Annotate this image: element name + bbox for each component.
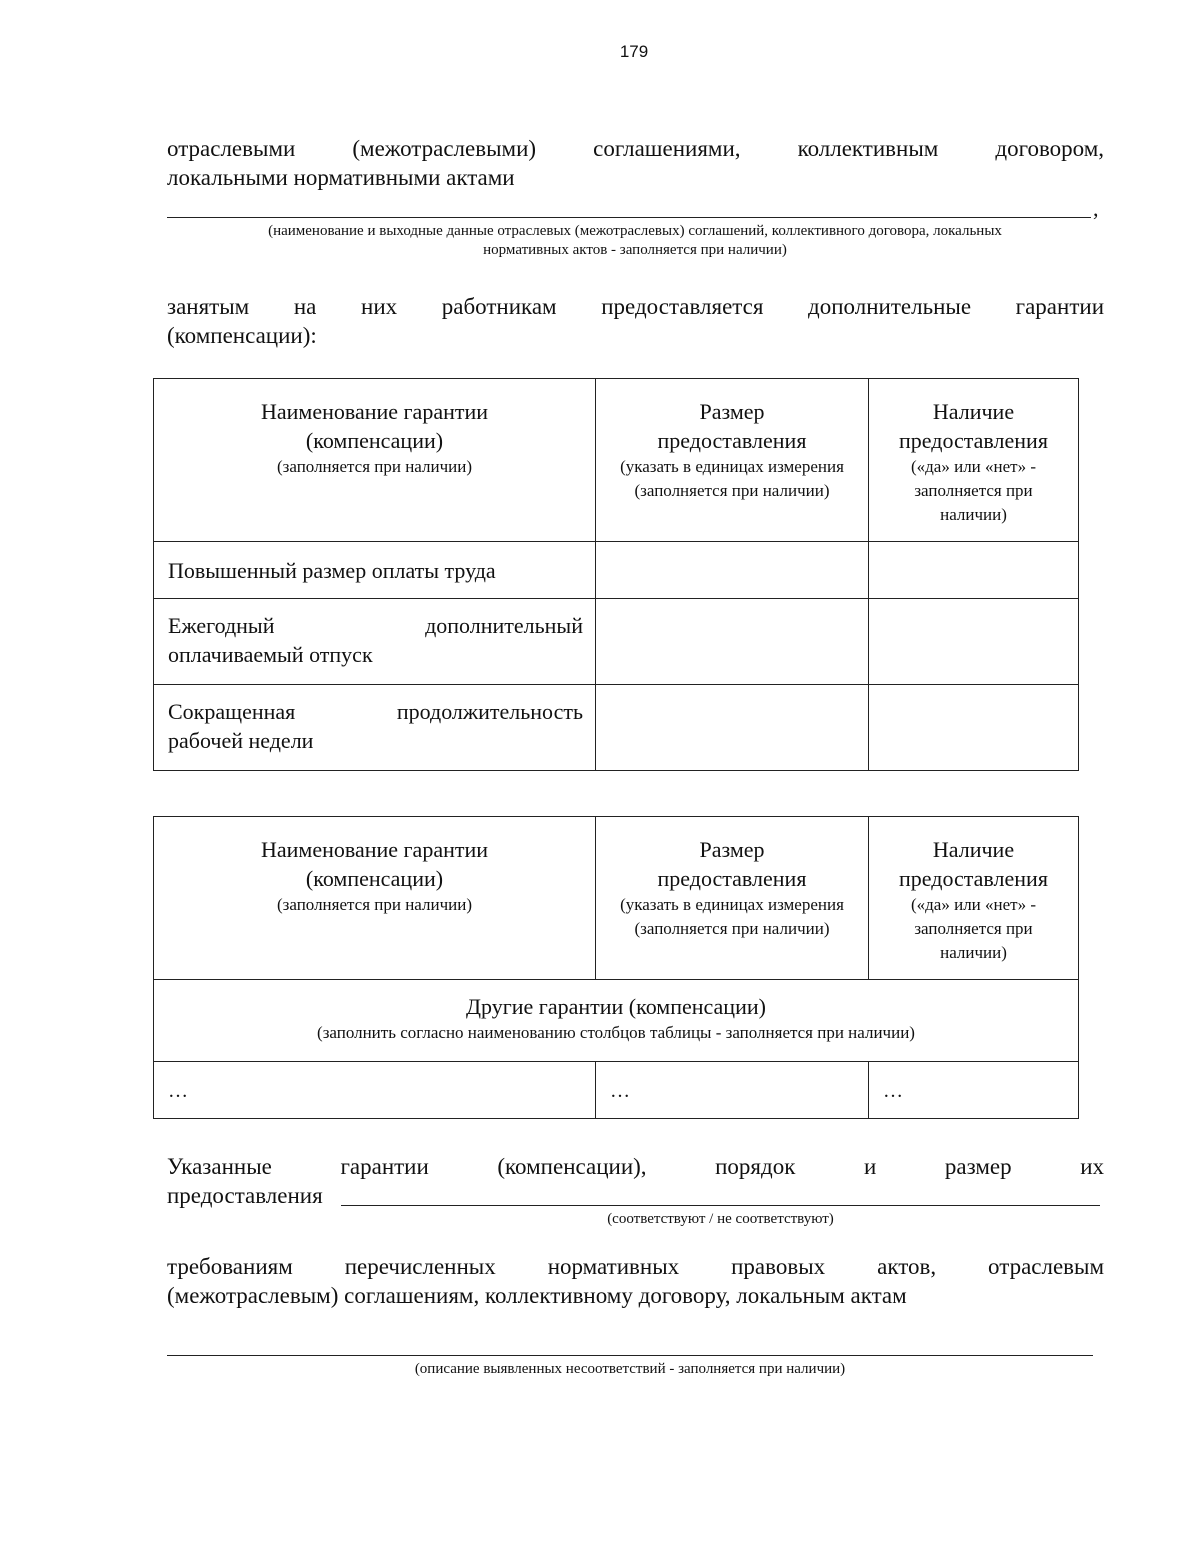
discrepancies-fill-line[interactable]: [167, 1355, 1093, 1356]
header-guarantee-name: [154, 817, 596, 980]
table-row: [154, 1062, 1079, 1119]
requirements-line-1: [167, 1252, 1104, 1281]
word: гарантии: [340, 1154, 429, 1179]
section-row: [154, 980, 1079, 1062]
header-title: Наименование гарантии: [260, 837, 489, 862]
conformity-fill-line[interactable]: [341, 1205, 1100, 1206]
header-title: Наименование гарантии: [260, 399, 489, 424]
section-note: (заполнить согласно наименованию столбцов таблицы - заполняется при наличии): [317, 1023, 915, 1042]
other-guarantees-table: [153, 816, 1079, 1119]
caption-line: (наименование и выходные данные отраслевых (межотраслевых) соглашений, коллективного договора, локальных: [268, 223, 1002, 239]
ellipsis: …: [610, 1080, 632, 1102]
size-input-cell[interactable]: [596, 685, 869, 771]
conformity-caption: (соответствуют / не соответствуют): [607, 1211, 834, 1227]
word: договором,: [995, 136, 1105, 161]
header-note: (указать в единицах измерения (заполняется при наличии): [620, 895, 844, 938]
guarantees-table: [153, 378, 1079, 771]
discrepancies-caption: (описание выявленных несоответствий - заполняется при наличии): [414, 1361, 846, 1377]
table-header-row: [154, 817, 1079, 980]
requirements-paragraph: [167, 1252, 1104, 1310]
requirements-line-2: (межотраслевым) соглашениям, коллективному договору, локальным актам: [167, 1283, 907, 1308]
lead-in-line-2: (компенсации):: [167, 323, 317, 348]
conformity-line-2: предоставления: [167, 1183, 323, 1208]
guarantee-name-line: Сокращенная продолжительность: [168, 699, 583, 724]
intro-line-2: локальными нормативными актами: [167, 165, 515, 190]
agreements-fill-line[interactable]: [167, 217, 1091, 218]
word: отраслевыми: [167, 136, 296, 161]
word: (компенсации),: [497, 1154, 647, 1179]
table-header-row: [154, 379, 1079, 542]
guarantee-name-cell: [154, 542, 596, 599]
word: коллективным: [797, 136, 939, 161]
word: нормативных: [547, 1254, 680, 1279]
availability-input-cell[interactable]: [869, 685, 1079, 771]
word: размер: [944, 1154, 1012, 1179]
header-size: [596, 379, 869, 542]
word: их: [1080, 1154, 1105, 1179]
word: порядок: [715, 1154, 796, 1179]
ellipsis: …: [168, 1080, 190, 1102]
header-note: (заполняется при наличии): [277, 895, 472, 914]
table-row: [154, 542, 1079, 599]
placeholder-cell[interactable]: [596, 1062, 869, 1119]
availability-input-cell[interactable]: [869, 542, 1079, 599]
word: и: [863, 1154, 877, 1179]
placeholder-cell[interactable]: [869, 1062, 1079, 1119]
header-note: («да» или «нет» - заполняется при наличии): [910, 895, 1037, 962]
guarantee-name-line: Ежегодный дополнительный: [168, 613, 583, 638]
lead-in-paragraph: [167, 292, 1104, 350]
header-title: Наличие: [932, 837, 1015, 862]
header-title: (компенсации): [305, 428, 444, 453]
word: Указанные: [167, 1154, 272, 1179]
word: правовых: [731, 1254, 826, 1279]
placeholder-cell[interactable]: [154, 1062, 596, 1119]
header-note: («да» или «нет» - заполняется при наличии): [910, 457, 1037, 524]
table-row: [154, 685, 1079, 771]
word: актов,: [877, 1254, 937, 1279]
header-note: (заполняется при наличии): [277, 457, 472, 476]
word: соглашениями,: [593, 136, 741, 161]
intro-paragraph: [167, 134, 1104, 192]
conformity-line-1: [167, 1152, 1104, 1181]
word: требованиям: [167, 1254, 293, 1279]
header-title: предоставления: [899, 866, 1048, 891]
caption-line: нормативных актов - заполняется при наличии): [483, 242, 787, 258]
header-title: Наличие: [932, 399, 1015, 424]
table-row: [154, 599, 1079, 685]
agreements-caption: [160, 222, 1110, 260]
word: отраслевым: [988, 1254, 1105, 1279]
header-title: предоставления: [657, 866, 807, 891]
guarantee-name-cell: [154, 599, 596, 685]
header-note: (указать в единицах измерения (заполняется при наличии): [620, 457, 844, 500]
guarantee-name-line: рабочей недели: [168, 728, 314, 753]
word: перечисленных: [344, 1254, 496, 1279]
other-guarantees-section: [154, 980, 1079, 1062]
lead-in-line-1: занятым на них работникам предоставляется дополнительные гарантии: [167, 294, 1104, 319]
guarantee-name-cell: [154, 685, 596, 771]
ellipsis: …: [883, 1080, 905, 1102]
intro-line-1: [167, 134, 1104, 163]
header-title: Размер: [699, 837, 765, 862]
header-availability: [869, 379, 1079, 542]
word: (межотраслевыми): [352, 136, 537, 161]
conformity-paragraph: [167, 1152, 1104, 1210]
size-input-cell[interactable]: [596, 542, 869, 599]
header-guarantee-name: [154, 379, 596, 542]
header-title: (компенсации): [305, 866, 444, 891]
header-title: предоставления: [899, 428, 1048, 453]
guarantee-name: Повышенный размер оплаты труда: [168, 558, 496, 583]
guarantee-name-line: оплачиваемый отпуск: [168, 642, 373, 667]
header-size: [596, 817, 869, 980]
fill-comma: ,: [1093, 196, 1099, 221]
header-title: предоставления: [657, 428, 807, 453]
section-title: Другие гарантии (компенсации): [466, 994, 766, 1019]
header-title: Размер: [699, 399, 765, 424]
size-input-cell[interactable]: [596, 599, 869, 685]
page-number: 179: [619, 42, 649, 61]
header-availability: [869, 817, 1079, 980]
availability-input-cell[interactable]: [869, 599, 1079, 685]
